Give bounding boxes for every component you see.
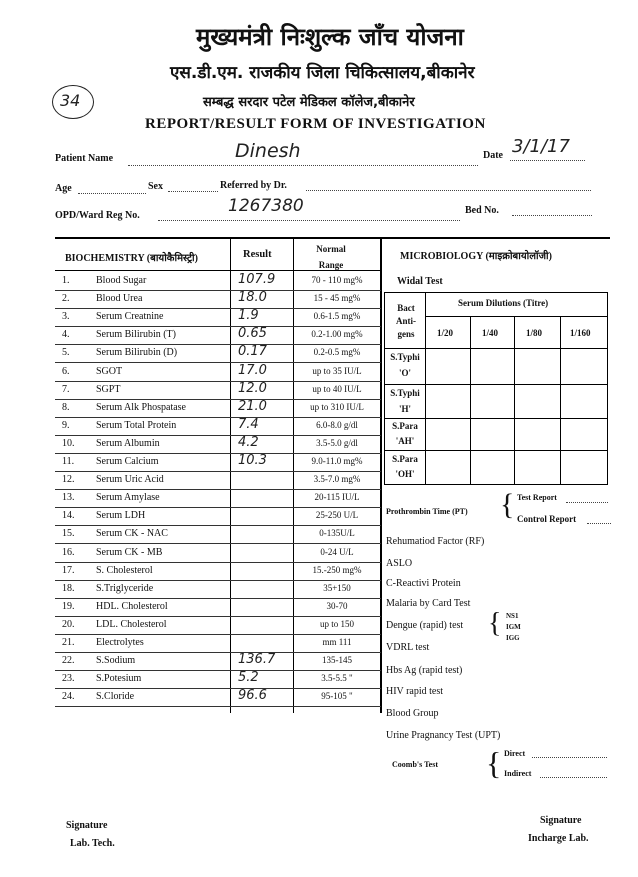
igm-label: IGM — [506, 623, 521, 631]
hiv-label: HIV rapid test — [386, 686, 444, 697]
test-name: HDL. Cholesterol — [96, 601, 168, 612]
normal-range: 0-24 U/L — [320, 547, 354, 557]
aslo-label: ASLO — [386, 558, 413, 569]
test-name: S.Cloride — [96, 691, 135, 702]
test-name: Serum CK - MB — [96, 547, 163, 558]
row-divider — [55, 344, 381, 345]
test-name: Serum Alk Phospatase — [96, 402, 186, 413]
normal-range: up to 35 IU/L — [312, 366, 362, 376]
normal-range: up to 40 IU/L — [312, 384, 362, 394]
row-number: 2. — [62, 293, 70, 304]
indirect-line — [540, 777, 607, 778]
row-number: 24. — [62, 691, 75, 702]
crp-label: C-Reactivi Protein — [386, 578, 461, 589]
row-number: 12. — [62, 474, 75, 485]
bact-antigens-label: Bact Anti- gens — [396, 303, 416, 339]
widal-right — [607, 292, 608, 485]
row-divider — [55, 399, 381, 400]
widal-col-c — [560, 316, 561, 485]
normal-range: mm 111 — [322, 637, 352, 647]
upt-label: Urine Pragnancy Test (UPT) — [386, 730, 501, 741]
normal-range: 70 - 110 mg% — [311, 275, 363, 285]
row-divider — [55, 652, 381, 653]
row-divider — [55, 326, 381, 327]
form-title: REPORT/RESULT FORM OF INVESTIGATION — [145, 116, 486, 132]
antigen-2-l2: 'H' — [398, 404, 411, 414]
row-divider — [55, 507, 381, 508]
row-number: 22. — [62, 655, 75, 666]
malaria-label: Malaria by Card Test — [386, 598, 471, 609]
test-name: Serum Uric Acid — [96, 474, 164, 485]
test-name: Serum Bilirubin (D) — [96, 347, 178, 358]
date-value: 3/1/17 — [512, 136, 570, 157]
test-name: Blood Urea — [96, 293, 143, 304]
row-number: 18. — [62, 583, 75, 594]
test-name: SGOT — [96, 366, 123, 377]
range-header: Normal Range — [316, 244, 346, 270]
row-number: 3. — [62, 311, 70, 322]
sex-line — [168, 191, 218, 192]
patient-name-label: Patient Name — [55, 153, 114, 164]
opd-line — [158, 220, 460, 221]
opd-label: OPD/Ward Reg No. — [55, 210, 140, 221]
test-name: S. Cholesterol — [96, 565, 153, 576]
widal-left — [384, 292, 385, 485]
test-result: 0.65 — [238, 326, 267, 341]
row-divider — [55, 290, 381, 291]
hospital-name: एस.डी.एम. राजकीय जिला चिकित्सालय,बीकानेर — [170, 63, 475, 83]
row-divider — [55, 562, 381, 563]
age-line — [78, 193, 146, 194]
normal-range: 15 - 45 mg% — [313, 293, 361, 303]
row-number: 20. — [62, 619, 75, 630]
blood-group-label: Blood Group — [386, 708, 439, 719]
normal-range: up to 310 IU/L — [310, 402, 364, 412]
antigen-1-l1: S.Typhi — [390, 352, 420, 362]
test-result: 96.6 — [238, 688, 267, 703]
biochem-top-border — [55, 237, 381, 239]
widal-dil-line — [425, 316, 608, 317]
dilution-3: 1/80 — [526, 328, 543, 338]
normal-range: 20-115 IU/L — [314, 492, 360, 502]
row-number: 14. — [62, 510, 75, 521]
widal-bottom — [384, 484, 608, 485]
lab-tech-signature-label: Signature — [66, 820, 108, 831]
biochem-header: BIOCHEMISTRY (बायोकैमिस्ट्री) — [65, 253, 198, 264]
test-result: 18.0 — [238, 290, 267, 305]
row-number: 8. — [62, 402, 70, 413]
row-number: 9. — [62, 420, 70, 431]
row-number: 10. — [62, 438, 75, 449]
coombs-label: Coomb's Test — [392, 760, 439, 769]
opd-value: 1267380 — [228, 196, 304, 216]
rf-label: Rehumatiod Factor (RF) — [386, 536, 485, 547]
control-report-line — [587, 523, 611, 524]
antigen-4-l1: S.Para — [392, 454, 418, 464]
normal-range: 135-145 — [322, 655, 352, 665]
bed-line — [512, 215, 592, 216]
dengue-label: Dengue (rapid) test — [386, 620, 464, 631]
test-result: 4.2 — [238, 435, 259, 450]
test-name: Serum Total Protein — [96, 420, 177, 431]
scheme-title: मुख्यमंत्री निःशुल्क जाँच योजना — [196, 23, 464, 51]
row-number: 11. — [62, 456, 75, 467]
row-divider — [55, 489, 381, 490]
row-divider — [55, 616, 381, 617]
test-result: 10.3 — [238, 453, 267, 468]
row-number: 1. — [62, 275, 70, 286]
date-line — [510, 160, 585, 161]
widal-row-1 — [384, 348, 608, 349]
patient-name-value: Dinesh — [235, 140, 301, 162]
row-divider — [55, 453, 381, 454]
incharge-role: Incharge Lab. — [528, 833, 589, 844]
normal-range: 15.-250 mg% — [312, 565, 362, 575]
result-header: Result — [243, 249, 272, 260]
bed-label: Bed No. — [465, 205, 499, 216]
direct-line — [532, 757, 607, 758]
row-divider — [55, 670, 381, 671]
row-number: 4. — [62, 329, 70, 340]
referred-line — [306, 190, 591, 191]
row-number: 7. — [62, 384, 70, 395]
widal-top — [384, 292, 608, 293]
test-name: Serum Bilirubin (T) — [96, 329, 176, 340]
row-number: 15. — [62, 528, 75, 539]
normal-range: 0.2-0.5 mg% — [313, 347, 361, 357]
college-name: सम्बद्ध सरदार पटेल मेडिकल कॉलेज,बीकानेर — [203, 95, 415, 110]
test-name: S.Triglyceride — [96, 583, 154, 594]
test-result: 12.0 — [238, 381, 267, 396]
normal-range: 30-70 — [326, 601, 348, 611]
row-divider — [55, 706, 381, 707]
row-number: 17. — [62, 565, 75, 576]
test-name: Serum Creatnine — [96, 311, 164, 322]
row-number: 5. — [62, 347, 70, 358]
test-result: 107.9 — [238, 272, 276, 287]
test-name: Serum Calcium — [96, 456, 159, 467]
test-name: Serum Albumin — [96, 438, 160, 449]
row-divider — [55, 634, 381, 635]
hbsag-label: Hbs Ag (rapid test) — [386, 665, 463, 676]
row-divider — [55, 417, 381, 418]
normal-range: 3.5-7.0 mg% — [313, 474, 361, 484]
normal-range: 9.0-11.0 mg% — [311, 456, 363, 466]
incharge-signature-label: Signature — [540, 815, 582, 826]
normal-range: 6.0-8.0 g/dl — [316, 420, 358, 430]
widal-label: Widal Test — [397, 276, 443, 287]
test-name: Serum CK - NAC — [96, 528, 168, 539]
test-result: 136.7 — [238, 652, 276, 667]
row-divider — [55, 543, 381, 544]
row-number: 16. — [62, 547, 75, 558]
ns1-label: NS1 — [506, 612, 519, 620]
row-divider — [55, 471, 381, 472]
test-result: 1.9 — [238, 308, 259, 323]
test-name: S.Potesium — [96, 673, 142, 684]
test-result: 5.2 — [238, 670, 259, 685]
row-number: 13. — [62, 492, 75, 503]
row-number: 21. — [62, 637, 75, 648]
row-number: 6. — [62, 366, 70, 377]
vdrl-label: VDRL test — [386, 642, 430, 653]
row-divider — [55, 525, 381, 526]
test-name: Blood Sugar — [96, 275, 147, 286]
pt-label: Prothrombin Time (PT) — [386, 507, 468, 516]
normal-range: 0.6-1.5 mg% — [313, 311, 361, 321]
normal-range: 25-250 U/L — [315, 510, 359, 520]
test-result: 21.0 — [238, 399, 267, 414]
sex-label: Sex — [148, 181, 163, 192]
row-divider — [55, 435, 381, 436]
widal-antigen-col — [425, 292, 426, 485]
dilution-1: 1/20 — [437, 328, 454, 338]
antigen-1-l2: 'O' — [398, 368, 411, 378]
direct-label: Direct — [504, 749, 526, 758]
test-name: Serum LDH — [96, 510, 146, 521]
dilution-2: 1/40 — [482, 328, 499, 338]
widal-row-4 — [384, 450, 608, 451]
normal-range: 0.2-1.00 mg% — [311, 329, 363, 339]
widal-col-b — [514, 316, 515, 485]
antigen-4-l2: 'OH' — [395, 469, 415, 479]
normal-range: 3.5-5.5 " — [321, 673, 353, 683]
test-report-label: Test Report — [517, 493, 557, 502]
row-divider — [55, 688, 381, 689]
row-divider — [55, 308, 381, 309]
antigen-3-l1: S.Para — [392, 421, 418, 431]
test-name: S.Sodium — [96, 655, 136, 666]
row-divider — [55, 381, 381, 382]
test-result: 0.17 — [238, 344, 267, 359]
test-report-line — [566, 502, 608, 503]
test-result: 17.0 — [238, 363, 267, 378]
dilution-4: 1/160 — [570, 328, 591, 338]
igg-label: IGG — [506, 634, 520, 642]
lab-tech-role: Lab. Tech. — [70, 838, 115, 849]
row-number: 19. — [62, 601, 75, 612]
age-label: Age — [55, 183, 72, 194]
test-name: LDL. Cholesterol — [96, 619, 167, 630]
dengue-brace: { — [488, 608, 502, 639]
test-name: Electrolytes — [96, 637, 144, 648]
micro-header: MICROBIOLOGY (माइक्रोबायोलॉजी) — [400, 251, 552, 262]
patient-name-line — [128, 165, 478, 166]
indirect-label: Indirect — [504, 769, 532, 778]
serum-dilutions-label: Serum Dilutions (Titre) — [458, 298, 549, 308]
widal-col-a — [470, 316, 471, 485]
row-divider — [55, 598, 381, 599]
row-divider — [55, 580, 381, 581]
normal-range: 35+150 — [323, 583, 351, 593]
referred-label: Referred by Dr. — [220, 180, 287, 191]
antigen-3-l2: 'AH' — [395, 436, 415, 446]
test-result: 7.4 — [238, 417, 259, 432]
normal-range: 0-135U/L — [319, 528, 355, 538]
coombs-brace: { — [486, 745, 502, 781]
test-name: SGPT — [96, 384, 121, 395]
micro-top-border — [380, 237, 610, 239]
control-report-label: Control Report — [517, 514, 577, 524]
antigen-2-l1: S.Typhi — [390, 388, 420, 398]
test-name: Serum Amylase — [96, 492, 160, 503]
normal-range: up to 150 — [319, 619, 354, 629]
normal-range: 95-105 " — [321, 691, 353, 701]
normal-range: 3.5-5.0 g/dl — [316, 438, 358, 448]
row-divider — [55, 362, 381, 363]
row-number: 23. — [62, 673, 75, 684]
circled-number: 34 — [60, 91, 81, 110]
pt-brace: { — [500, 488, 515, 521]
widal-row-2 — [384, 384, 608, 385]
widal-row-3 — [384, 418, 608, 419]
date-label: Date — [483, 150, 503, 161]
